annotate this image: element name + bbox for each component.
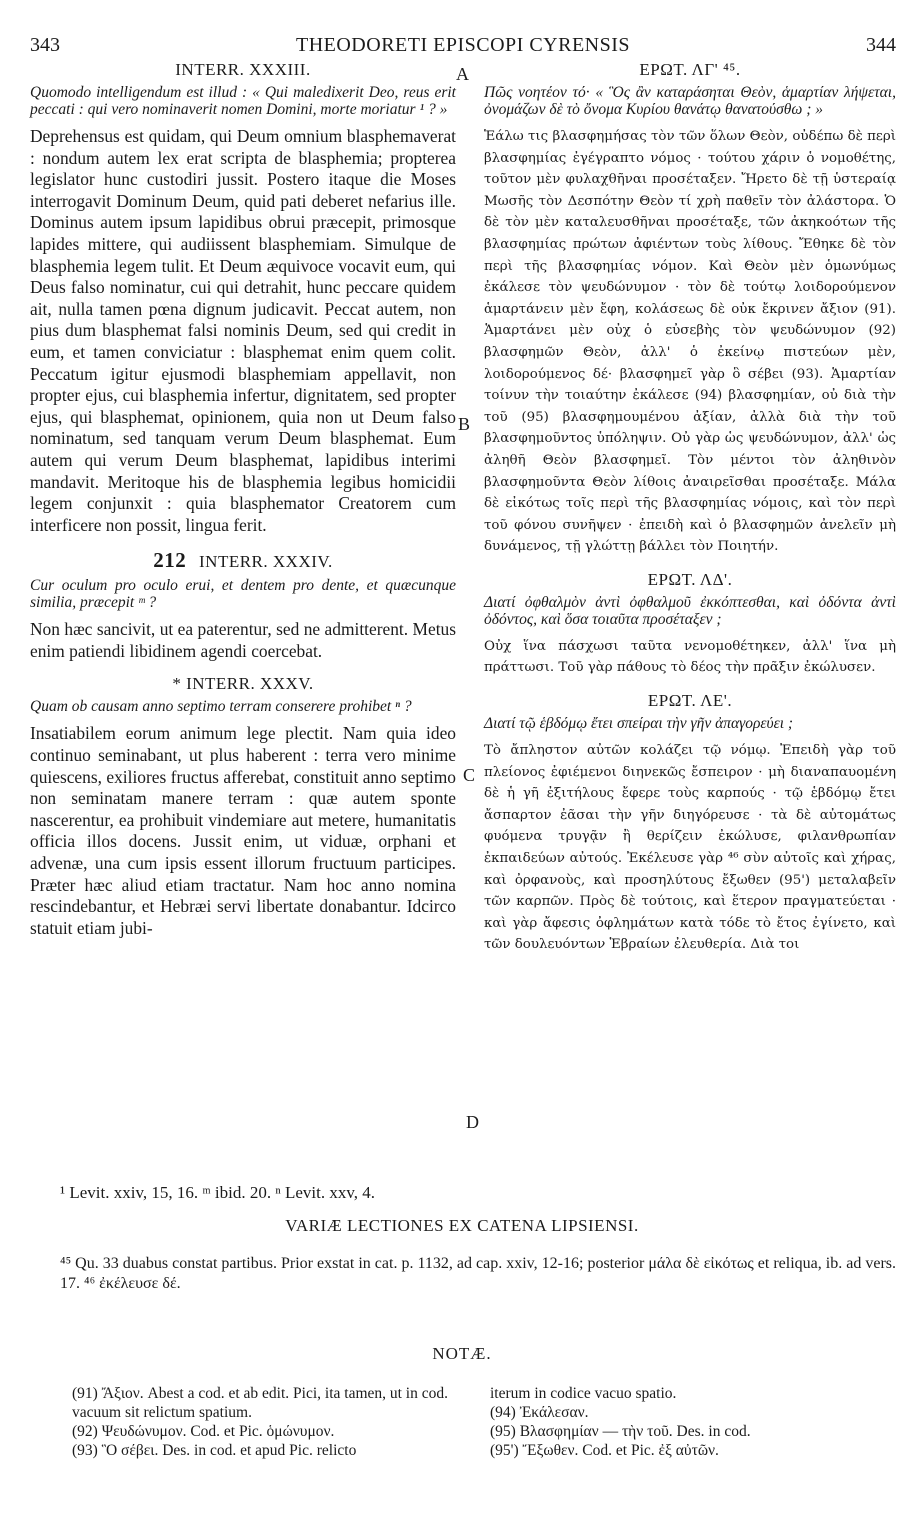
running-head: [30, 34, 896, 56]
latin-column: [30, 60, 456, 939]
section-heading: ΕΡΩΤ. ΛΕ'.: [647, 691, 733, 711]
question-text: Πῶς νοητέον τό· « Ὃς ἂν καταράσηται Θεὸν, ἁμαρτίαν λήψεται, ὀνομάζων δὲ τὸ ὄνομα Κυρίου θανάτῳ θανατούσθω ; »: [484, 84, 896, 118]
question-text: Διατί τῷ ἑβδόμῳ ἔτει σπείραι τὴν γῆν ἀπαγορεύει ;: [484, 715, 794, 733]
question-text: Quam ob causam anno septimo terram conserere prohibet ⁿ ?: [30, 698, 412, 716]
answer-text: Ἑάλω τις βλασφημήσας τὸν τῶν ὅλων Θεὸν, οὐδέπω δὲ περὶ βλασφημίας ἐγέγραπτο νόμος · τούτου χάριν ὁ νομοθέτης, τοῦτον μὲν φυλαχθῆναι προσέταξεν. Ἤρετο δὲ τῇ ὑστεραίᾳ Μωσῆς τὸν Δεσπότην Θεὸν τί χρὴ παθεῖν τὸν ἀλάστορα. Ὁ δὲ τὸν μὲν καταλευσθῆναι προσέταξε, τῶν ἀκηκοότων τῆς βλασφημίας πρώτων ἀφιέντων τοὺς λίθους. Ἔθηκε δὲ τὸν περὶ τῆς βλασφημίας νόμον. Καὶ Θεὸν μὲν ὁμωνύμως ἐκάλεσε τὸν ψευδώνυμον · τὸν δὲ τούτῳ λοιδορούμενον ἁμαρτάνειν μὲν ἔφη, κολάσεως δὲ οὐκ ἔκρινεν ἄξιον (91). Ἁμαρτάνει μὲν οὐχ ὁ εὐσεβὴς τὸν ψευδώνυμον (92) βλασφημῶν Θεὸν, ἀλλ' ὁ ἐκείνῳ πιστεύων μὲν, λοιδορούμενος δέ· βλασφημεῖ γὰρ ὃ σέβει (93). Ἁμαρτίαν τοίνυν τὴν τοιαύτην ἐκάλεσε (94) βλασφημίαν, οὐ διὰ τὴν τοῦ (95) βλασφημουμένου ἀξίαν, ἀλλὰ διὰ τὴν τοῦ βλασφημοῦντος ὑπόληψιν. Οὐ γὰρ ὡς ψευδώνυμον, ἀλλ' ὡς ἀληθῆ Θεὸν βλασφημεῖ. Τὸν μέντοι τὸν ἀληθινὸν βλασφημοῦντα Θεὸν λίθοις ἀναιρεῖσθαι προσέταξε. Μάλα δὲ εἰκότως τοῖς περὶ τῆς βλασφημίας νόμοις, καὶ τὸν περὶ τοῦ φόνου συνῆψεν · ἐπειδὴ καὶ ὁ βλασφημῶν ἀνελεῖν μὴ δυνάμενος, τῇ γλώττῃ βάλλει τὸν Ποιητήν.: [484, 129, 896, 555]
section-heading: [30, 548, 456, 573]
note-entry: (91) Ἄξιον. Abest a cod. et ab edit. Pici, ita tamen, ut in cod. vacuum sit relictum spatium.: [72, 1385, 448, 1421]
section-heading: ΕΡΩΤ. ΛΓ' ⁴⁵.: [639, 60, 741, 79]
question-text: Διατί ὀφθαλμὸν ἀντὶ ὀφθαλμοῦ ἐκκόπτεσθαι, καὶ ὀδόντα ἀντὶ ὀδόντος, καὶ ὅσα τοιαῦτα προσέταξεν ;: [484, 593, 896, 628]
page-number-left: 343: [30, 34, 60, 56]
margin-letter: A: [456, 64, 469, 84]
variae-heading: VARIÆ LECTIONES EX CATENA LIPSIENSI.: [285, 1216, 639, 1235]
answer-text: Non hæc sancivit, ut ea paterentur, sed ne admitterent. Metus enim patiendi libidinem agendi coercebat.: [30, 619, 456, 661]
answer-text: Οὐχ ἵνα πάσχωσι ταῦτα νενομοθέτηκεν, ἀλλ' ἵνα μὴ πράττωσι. Τοῦ γὰρ πάθους τὸ δέος τὴν πρᾶξιν ἐκώλυσεν.: [484, 638, 896, 676]
answer-text: Τὸ ἄπληστον αὐτῶν κολάζει τῷ νόμῳ. Ἐπειδὴ γὰρ τοῦ πλείονος ἐφιέμενοι διηνεκῶς ἔσπειρον · μὴ διαναπαυομένη δὲ ἡ γῆ ἐξιτήλους ἔφερε τοὺς καρπούς · τῷ ἑβδόμῳ ἔτει ἄσπαρτον ἐᾶσαι τὴν γῆν διηγόρευσε · τὰ δὲ αὐτομάτως φυόμενα τρυγᾷν ἢ θερίζειν ἐκώλυσε, φιλανθρωπίαν ἐκπαιδεύων αὐτούς. Ἐκέλευσε γὰρ ⁴⁶ σὺν αὐτοῖς καὶ χήρας, καὶ ὀρφανοὺς, καὶ προσηλύτους ἔξωθεν (95') μεταλαβεῖν τῶν καρπῶν. Πρὸς δὲ τούτοις, καὶ ἕτερον πραγματεύεται · καὶ γὰρ ἄφεσις ὀφλημάτων κατὰ τόδε τὸ ἔτος ἐγίνετο, καὶ τῶν δουλευόντων Ἑβραίων ἐλευθερία. Διὰ τοι: [484, 743, 896, 953]
note-entry: (94) Ἐκάλεσαν.: [490, 1404, 589, 1421]
note-entry: (92) Ψευδώνυμον. Cod. et Pic. ὁμώνυμον.: [72, 1423, 335, 1440]
notae-left-column: [72, 1384, 458, 1460]
note-entry: (93) Ὃ σέβει. Des. in cod. et apud Pic. relicto: [72, 1442, 357, 1459]
section-heading: ΕΡΩΤ. ΛΔ'.: [647, 569, 733, 589]
section-heading-label: INTERR. XXXIV.: [199, 552, 333, 572]
note-entry: (95) Βλασφημίαν — τὴν τοῦ. Des. in cod.: [490, 1423, 751, 1440]
answer-text: Deprehensus est quidam, qui Deum omnium blasphemaverat : nondum autem lex erat scripta de blasphemia; propterea legislator hunc custodiri jussit. Postero itaque die Moses interrogavit Dominum Deum, quid pati deberet nefarius ille. Dominus autem ipsum lapidibus obrui præcepit, primosque lapides mittere, qui audiissent blasphemiam. Simulque de blasphemia legem tulit. Et Deum æquivoce vocavit eum, qui Deus falso nominatur, cui qui detrahit, hunc peccare quidem ait, nulla tamen pœna dignum judicavit. Peccat autem, non pius dum blasphemat falsi nominis Deum, sed qui credit in eum, et tamen conviciatur : blasphemat enim quem colit. Peccatum igitur ejusmodi blasphemiam appellavit, non propter ejus, cui blasphemia infertur, dignitatem, sed propter ejus, qui blasphemat, opinionem, quia non ut Deum falso nominatum, sed tanquam verum Deum blasphemat. Eum autem qui verum Deum blasphemat, lapidibus interimi mandavit. Meritoque his de blasphemia legibus homicidii legem conjunxit : quia blasphemator Creatorem cum interficere non possit, lingua ferit.: [30, 126, 456, 535]
footnotes: ¹ Levit. xxiv, 15, 16. ᵐ ibid. 20. ⁿ Levit. xxv, 4.: [60, 1183, 375, 1202]
answer-text: Insatiabilem eorum animum lege plectit. Nam quia ideo continuo seminabant, ut plus haberent : terra vero minime quiescens, exiliores fructus afferebat, constituit anno septimo non seminatam manere terram : quæ autem sponte nascerentur, ea prohibuit vindemiare aut metere, humanitatis officia illos docens. Jussit enim, ut viduæ, orphani et advenæ, una cum ipsis essent illorum fructuum participes. Præter hæc aliud etiam tractatur. Nam hoc anno nomina rescindebantur, et Hebræi servi libertate donabantur. Idcirco statuit etiam jubi-: [30, 723, 456, 938]
column-number: 212: [153, 548, 187, 573]
notae-heading: NOTÆ.: [432, 1344, 492, 1363]
variae-text: ⁴⁵ Qu. 33 duabus constat partibus. Prior exstat in cat. p. 1132, ad cap. xxiv, 12-16; posterior μάλα δὲ εἰκότως et reliqua, ib. ad vers. 17. ⁴⁶ ἐκέλευσε δέ.: [60, 1255, 896, 1292]
note-entry: (95') Ἔξωθεν. Cod. et Pic. ἐξ αὐτῶν.: [490, 1442, 719, 1459]
notae-right-column: [490, 1384, 890, 1460]
greek-column: [484, 60, 896, 956]
note-entry: iterum in codice vacuo spatio.: [490, 1385, 677, 1402]
margin-letter: D: [466, 1112, 479, 1132]
page-number-right: 344: [866, 34, 896, 56]
page-title: THEODORETI EPISCOPI CYRENSIS: [295, 34, 631, 56]
question-text: Cur oculum pro oculo erui, et dentem pro dente, et quæcunque similia, præcepit ᵐ ?: [30, 577, 456, 612]
section-heading: * INTERR. XXXV.: [172, 674, 314, 694]
margin-letter: C: [463, 765, 476, 785]
margin-letter: B: [458, 414, 471, 434]
section-heading: INTERR. XXXIII.: [175, 60, 311, 79]
question-text: Quomodo intelligendum est illud : « Qui maledixerit Deo, reus erit peccati : qui vero nominaverit nomen Domini, morte moriatur ¹ ? »: [30, 84, 456, 118]
